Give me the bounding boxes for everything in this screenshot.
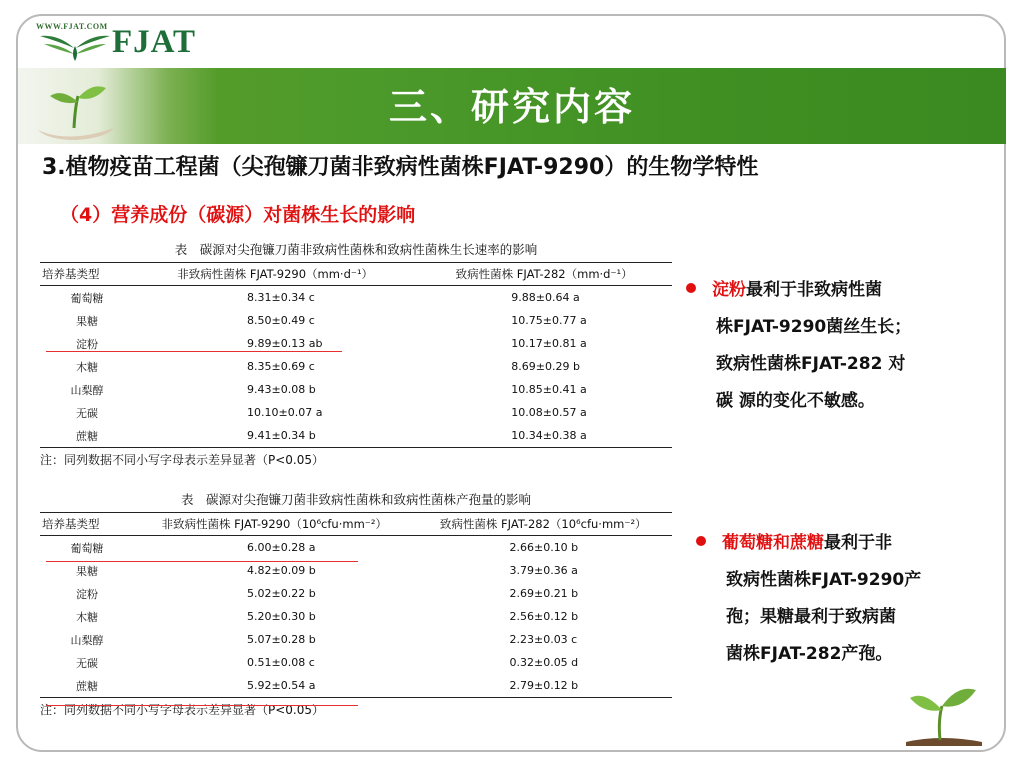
table-cell: 3.79±0.36 a — [509, 564, 578, 577]
table-row — [40, 536, 672, 560]
table-cell: 9.89±0.13 ab — [247, 337, 323, 350]
column-header: 致病性菌株 FJAT-282（10⁶cfu·mm⁻²） — [414, 513, 672, 536]
bullet-line — [686, 272, 956, 309]
table-row — [40, 651, 672, 674]
table-cell: 0.32±0.05 d — [509, 656, 579, 669]
bullet-text: 碳 源的变化不敏感。 — [716, 391, 875, 411]
table-row — [40, 424, 672, 448]
table-note: 注：同列数据不同小写字母表示差异显著（P<0.05） — [40, 453, 325, 467]
red-dot-icon — [686, 283, 696, 293]
table-cell: 山梨醇 — [70, 383, 104, 397]
bullet-text: 菌株FJAT-282产孢。 — [726, 644, 893, 664]
table-cell: 果糖 — [76, 314, 98, 328]
sporulation-table — [40, 490, 672, 718]
table-row — [40, 605, 672, 628]
table-row — [40, 582, 672, 605]
table-cell: 0.51±0.08 c — [247, 656, 315, 669]
bullet-text: 致病性菌株FJAT-9290产 — [726, 570, 922, 590]
bullet-text: 致病性菌株FJAT-282 对 — [716, 354, 906, 374]
table-cell: 10.85±0.41 a — [511, 383, 587, 396]
table-cell: 10.34±0.38 a — [416, 424, 672, 448]
highlight-underline — [46, 705, 358, 706]
table-header-row — [40, 263, 672, 286]
table-cell: 10.75±0.77 a — [511, 314, 587, 327]
table-row — [40, 286, 672, 310]
table-cell: 8.50±0.49 c — [247, 314, 315, 327]
table-cell: 5.92±0.54 a — [134, 674, 414, 698]
column-header: 非致病性菌株 FJAT-9290（10⁶cfu·mm⁻²） — [134, 513, 414, 536]
table-cell: 8.69±0.29 b — [511, 360, 580, 373]
table-cell: 10.08±0.57 a — [511, 406, 587, 419]
table-cell: 6.00±0.28 a — [247, 541, 316, 554]
title-banner — [18, 68, 1006, 144]
column-header: 致病性菌株 FJAT-282（mm·d⁻¹） — [416, 263, 672, 286]
bullet-starch — [686, 272, 956, 420]
table-cell: 木糖 — [76, 610, 98, 624]
section-subtitle: 3.植物疫苗工程菌（尖孢镰刀菌非致病性菌株FJAT-9290）的生物学特性 — [42, 155, 759, 180]
highlight-underline — [46, 351, 342, 352]
table-cell: 2.79±0.12 b — [414, 674, 672, 698]
column-header: 非致病性菌株 FJAT-9290（mm·d⁻¹） — [134, 263, 416, 286]
table-cell: 10.10±0.07 a — [247, 406, 323, 419]
table-row — [40, 309, 672, 332]
table-cell: 无碳 — [76, 406, 98, 420]
table-cell: 木糖 — [76, 360, 98, 374]
logo-text: FJAT — [112, 24, 197, 60]
table-cell: 5.07±0.28 b — [247, 633, 316, 646]
table-cell: 8.35±0.69 c — [247, 360, 315, 373]
table-cell: 9.41±0.34 b — [134, 424, 416, 448]
table-row — [40, 674, 672, 698]
table-cell: 山梨醇 — [70, 633, 104, 647]
table-cell: 果糖 — [76, 564, 98, 578]
table-row — [40, 628, 672, 651]
table-note: 注：同列数据不同小写字母表示差异显著（P<0.05） — [40, 703, 325, 717]
bullet-text: 最利于非 — [824, 533, 892, 553]
bullet-text: 最利于非致病性菌 — [746, 280, 882, 300]
table-cell: 9.88±0.64 a — [511, 291, 580, 304]
table-cell: 葡萄糖 — [70, 291, 104, 305]
logo-url: WWW.FJAT.COM — [36, 22, 108, 31]
section-subsubtitle: （4）营养成份（碳源）对菌株生长的影响 — [60, 204, 416, 226]
table-cell: 2.56±0.12 b — [509, 610, 579, 623]
highlight-underline — [46, 561, 358, 562]
table-row — [40, 355, 672, 378]
table-caption: 表 碳源对尖孢镰刀菌非致病性菌株和致病性菌株产孢量的影响 — [180, 492, 531, 507]
bullet-text: 孢；果糖最利于致病菌 — [726, 607, 896, 627]
table-row — [40, 401, 672, 424]
table-row — [40, 378, 672, 401]
table-cell: 9.43±0.08 b — [247, 383, 316, 396]
table-header-row — [40, 513, 672, 536]
table-cell: 2.69±0.21 b — [509, 587, 579, 600]
table-cell: 淀粉 — [76, 587, 98, 601]
bullet-glucose-sucrose — [696, 525, 966, 673]
table-cell: 5.02±0.22 b — [247, 587, 316, 600]
table-cell: 无碳 — [76, 656, 98, 670]
data-table — [40, 512, 672, 698]
bullet-highlight: 葡萄糖和蔗糖 — [722, 533, 824, 553]
table-cell: 淀粉 — [76, 337, 98, 351]
table-cell: 5.20±0.30 b — [247, 610, 316, 623]
table-row — [40, 559, 672, 582]
table-cell: 4.82±0.09 b — [247, 564, 316, 577]
table-cell: 8.31±0.34 c — [247, 291, 315, 304]
bullet-highlight: 淀粉 — [712, 280, 746, 300]
data-table — [40, 262, 672, 448]
table-caption: 表 碳源对尖孢镰刀菌非致病性菌株和致病性菌株生长速率的影响 — [174, 242, 538, 257]
banner-title: 三、研究内容 — [388, 85, 635, 129]
table-cell: 葡萄糖 — [70, 541, 104, 555]
sprout-icon — [896, 676, 986, 746]
red-dot-icon — [696, 536, 706, 546]
bullet-line — [696, 525, 966, 562]
bullet-text: 株FJAT-9290菌丝生长； — [716, 317, 912, 337]
table-cell: 2.66±0.10 b — [509, 541, 579, 554]
fjat-wings-logo-icon — [38, 32, 112, 62]
growth-rate-table — [40, 240, 672, 468]
column-header: 培养基类型 — [40, 513, 134, 536]
table-cell: 蔗糖 — [40, 424, 134, 448]
table-cell: 蔗糖 — [40, 674, 134, 698]
table-cell: 10.17±0.81 a — [511, 337, 587, 350]
column-header: 培养基类型 — [40, 263, 134, 286]
table-cell: 2.23±0.03 c — [509, 633, 578, 646]
